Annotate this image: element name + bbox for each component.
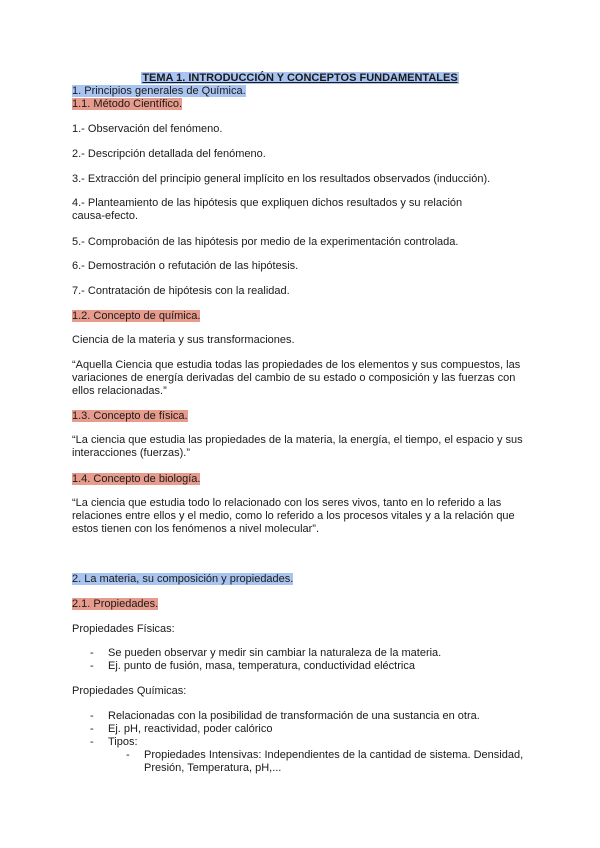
biologia-definition: “La ciencia que estudia todo lo relacionado con los seres vivos, tanto en lo referido a las relaciones entre ellos y el medio, como lo referido a los procesos vitales y a la relación que estos tienen con los fenómenos a nivel molecular”.: [72, 497, 515, 535]
sub-bullet-dash: -: [126, 749, 130, 761]
quimica-definition: “Aquella Ciencia que estudia todas las propiedades de los elementos y sus compuestos, las variaciones de energía derivadas del cambio de su estado o composición y las fuerzas con ellos relacionadas.”: [72, 359, 521, 397]
step-2: 2.- Descripción detallada del fenómeno.: [72, 148, 266, 160]
section-1-1-heading: 1.1. Método Científico.: [72, 98, 183, 110]
step-7: 7.- Contratación de hipótesis con la realidad.: [72, 285, 290, 297]
step-1: 1.- Observación del fenómeno.: [72, 123, 223, 135]
fisicas-item-1: Se pueden observar y medir sin cambiar la naturaleza de la materia.: [108, 647, 442, 659]
fisica-definition: “La ciencia que estudia las propiedades de la materia, la energía, el tiempo, el espacio y sus interacciones (fuerzas).”: [72, 434, 523, 459]
bullet-dash: -: [90, 647, 94, 659]
section-1-heading: 1. Principios generales de Química.: [72, 85, 246, 97]
step-6: 6.- Demostración o refutación de las hipótesis.: [72, 260, 299, 272]
bullet-dash: -: [90, 710, 94, 722]
document-title: TEMA 1. INTRODUCCIÓN Y CONCEPTOS FUNDAMENTALES: [142, 72, 458, 84]
tipos-item-1: Propiedades Intensivas: Independientes de la cantidad de sistema. Densidad, Presión, Temperatura, pH,...: [144, 749, 524, 774]
bullet-dash: -: [90, 660, 94, 672]
bullet-dash: -: [90, 723, 94, 735]
propiedades-fisicas-label: Propiedades Físicas:: [72, 623, 175, 635]
quimicas-item-3: Tipos:: [108, 736, 138, 748]
section-1-3-heading: 1.3. Concepto de física.: [72, 410, 188, 422]
section-2-heading: 2. La materia, su composición y propiedades.: [72, 573, 294, 585]
step-5: 5.- Comprobación de las hipótesis por medio de la experimentación controlada.: [72, 236, 459, 248]
bullet-dash: -: [90, 736, 94, 748]
quimica-intro: Ciencia de la materia y sus transformaciones.: [72, 334, 295, 346]
fisicas-item-2: Ej. punto de fusión, masa, temperatura, conductividad eléctrica: [108, 660, 415, 672]
quimicas-item-1: Relacionadas con la posibilidad de transformación de una sustancia en otra.: [108, 710, 480, 722]
quimicas-item-2: Ej. pH, reactividad, poder calórico: [108, 723, 273, 735]
section-1-4-heading: 1.4. Concepto de biología.: [72, 473, 201, 485]
section-1-2-heading: 1.2. Concepto de química.: [72, 310, 201, 322]
propiedades-quimicas-label: Propiedades Químicas:: [72, 685, 187, 697]
section-2-1-heading: 2.1. Propiedades.: [72, 598, 159, 610]
step-4: 4.- Planteamiento de las hipótesis que expliquen dichos resultados y su relación causa-efecto.: [72, 197, 463, 222]
step-3: 3.- Extracción del principio general implícito en los resultados observados (inducción).: [72, 173, 491, 185]
